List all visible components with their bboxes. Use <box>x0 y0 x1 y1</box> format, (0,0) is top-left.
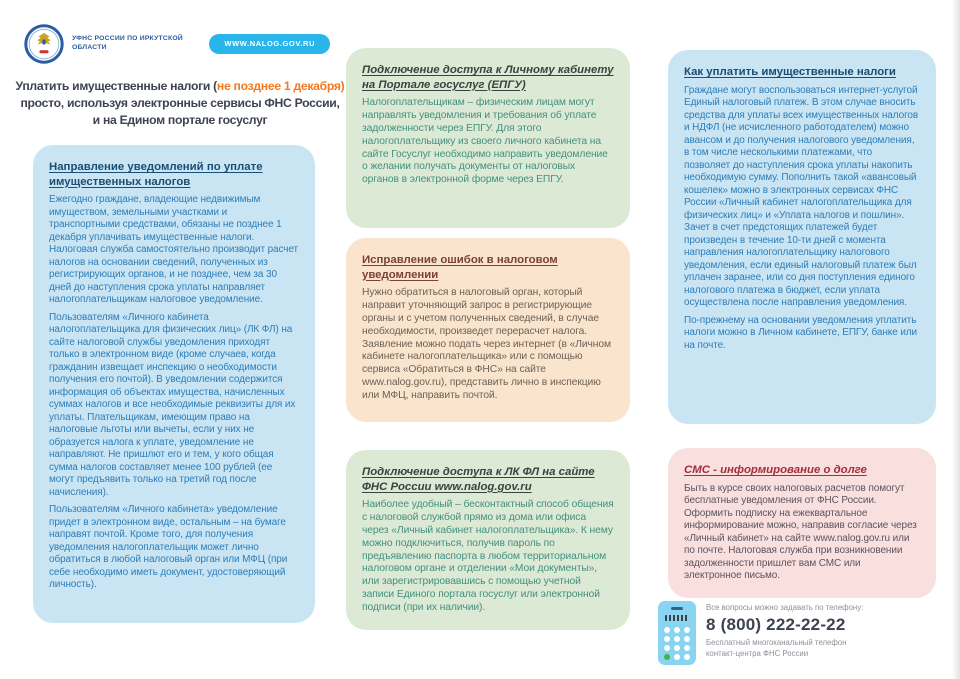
card-error-correction <box>346 238 630 422</box>
title-line-3: и на Едином портале госуслуг <box>92 113 268 127</box>
card-errors-title: Исправление ошибок в налоговом уведомлении <box>362 254 558 281</box>
card-lkfl-access <box>346 450 630 630</box>
card-sms-title: СМС - информирование о долге <box>684 464 867 476</box>
page-edge-shade <box>952 0 960 679</box>
org-name: УФНС РОССИИ ПО ИРКУТСКОЙ ОБЛАСТИ <box>72 35 183 51</box>
phone-speaker <box>671 607 683 610</box>
card-notifications-paragraph: Пользователям «Личного кабинета» уведомление придет в электронном виде, остальным – на бумаге направят почтой. Кроме того, для получения уведомления налогоплательщик может лично обратиться в любой налоговый орган или МФЦ (при себе необходимо иметь документ, удостоверяющий личность). <box>49 504 288 591</box>
card-notifications <box>33 145 315 623</box>
keypad-dot <box>664 654 670 660</box>
keypad-dot <box>664 627 670 633</box>
card-sms-informing <box>668 448 936 598</box>
phone-keypad <box>664 627 690 660</box>
keypad-dot <box>684 636 690 642</box>
keypad-dot <box>684 645 690 651</box>
card-sms-body: Быть в курсе своих налоговых расчетов помогут бесплатные уведомления от ФНС России. Оформить подписку на ежеквартальное информирование можно, направив согласие через «Личный кабинет» на сайте www.nalog.gov.ru или по почте. Налоговая служба при возникновении задолженности пришлет вам СМС или электронное письмо. <box>684 482 917 582</box>
keypad-dot <box>674 627 680 633</box>
fns-emblem-icon <box>24 24 64 64</box>
title-prefix: Уплатить имущественные налоги ( <box>15 79 217 93</box>
card-notifications-paragraph: Ежегодно граждане, владеющие недвижимым имуществом, земельными участками и транспортными средствами, обязаны не позднее 1 декабря уплачивать имущественные налоги. Налоговая служба самостоятельно производит расчет налогов на основании сведений, полученных из регистрирующих органов, и не позднее, чем за 30 дней до наступления срока уплаты направляет налогоплательщикам налоговое уведомление. <box>49 194 299 306</box>
card-notifications-title: Направление уведомлений по уплате имущественных налогов <box>49 161 263 188</box>
card-epgu-title: Подключение доступа к Личному кабинету на Портале госуслуг (ЕПГУ) <box>362 64 614 91</box>
card-lkfl-title: Подключение доступа к ЛК ФЛ на сайте ФНС России www.nalog.gov.ru <box>362 466 595 493</box>
phone-prompt: Все вопросы можно задавать по телефону: <box>706 603 864 612</box>
title-line-1 <box>8 78 352 95</box>
phone-icon <box>658 601 696 665</box>
card-how-to-pay-paragraph: Граждане могут воспользоваться интернет-услугой Единый налоговый платеж. В этом случае вносить средства для уплаты всех имущественных налогов и НДФЛ (не исчисленного работодателем) можно авансом и до получения налогового уведомления, в том числе несколькими платежами, что позволяет до наступления срока уплаты накопить необходимую сумму. Пополнить такой «авансовый кошелек» можно в электронных сервисах ФНС России «Личный кабинет налогоплательщика для физических лиц» и «Уплата налогов и пошлин». Зачет в счет предстоящих платежей будет произведен в течение 10-ти дней с момента направления налогоплательщику налогового уведомления, если единый налоговый платеж был уплачен заранее, или со дня поступления единого налогового платежа в бюджет, если уплата осуществлена после направления уведомления. <box>684 84 919 309</box>
card-errors-body: Нужно обратиться в налоговый орган, который направит уточняющий запрос в регистрирующие органы и с учетом полученных сведений, в случае необходимости, произведет перерасчет налога. Заявление можно подать через интернет (в «Личном кабинете налогоплательщика» или с помощью сервиса «Обратиться в ФНС» на сайте www.nalog.gov.ru), представить лично в инспекцию или МФЦ, направить почтой. <box>362 287 611 402</box>
card-lkfl-body: Наиболее удобный – бесконтактный способ общения с налоговой службой прямо из дома или офиса через «Личный кабинет налогоплательщика». К нему можно подключиться, получив пароль по предъявлению паспорта в любом территориальном налоговом органе и отделении «Мои документы», или зарегистрировавшись с помощью учетной записи Единого портала госуслуг или электронной подписи (при их наличии). <box>362 499 614 614</box>
keypad-dot <box>664 636 670 642</box>
keypad-dot <box>684 627 690 633</box>
phone-screen <box>665 615 689 621</box>
card-how-to-pay <box>668 50 936 424</box>
phone-texts <box>706 601 866 665</box>
title-deadline-highlight: не позднее 1 декабря) <box>216 79 345 93</box>
keypad-dot <box>674 654 680 660</box>
keypad-dot <box>674 645 680 651</box>
contact-phone-block <box>658 601 948 665</box>
keypad-dot <box>664 645 670 651</box>
phone-number: 8 (800) 222-22-22 <box>706 615 846 634</box>
header <box>24 22 330 66</box>
title-line-2: просто, используя электронные сервисы ФНС России, <box>20 96 340 110</box>
card-epgu-body: Налогоплательщикам – физическим лицам могут направлять уведомления и требования об уплате задолженности через ЕПГУ. Для этого налогоплательщику из своего личного кабинета на сайте Госуслуг необходимо направить уведомление о желании получать документы от налоговых органов в электронной форме через ЕПГУ. <box>362 97 608 186</box>
card-how-to-pay-paragraph: По-прежнему на основании уведомления уплатить налоги можно в Личном кабинете, ЕПГУ, банке или на почте. <box>684 314 918 351</box>
page-title <box>8 78 352 129</box>
brand <box>24 24 192 64</box>
card-how-to-pay-title: Как уплатить имущественные налоги <box>684 66 896 78</box>
phone-note: Бесплатный многоканальный телефон контакт-центра ФНС России <box>706 638 847 658</box>
nalog-website-button[interactable]: WWW.NALOG.GOV.RU <box>209 34 330 54</box>
card-notifications-paragraph: Пользователям «Личного кабинета налогоплательщика для физических лиц» (ЛК ФЛ) на сайте налоговой службы уведомления приходят только в электронном виде (кроме случаев, когда гражданин извещает инспекцию о необходимости получения его почтой). В уведомлении содержится информация об объектах имущества, начисленных суммах налогов и все необходимые реквизиты для их уплаты. Плательщикам, имеющим право на налоговые льготы или вычеты, если у них не образуется налога к уплате, уведомление не направляют. Не пришлют его и тем, у кого общая сумма налогов составляет менее 100 рублей (ее могут предъявить только на третий год после начисления). <box>49 311 296 498</box>
keypad-dot <box>684 654 690 660</box>
card-epgu-access <box>346 48 630 228</box>
keypad-dot <box>674 636 680 642</box>
